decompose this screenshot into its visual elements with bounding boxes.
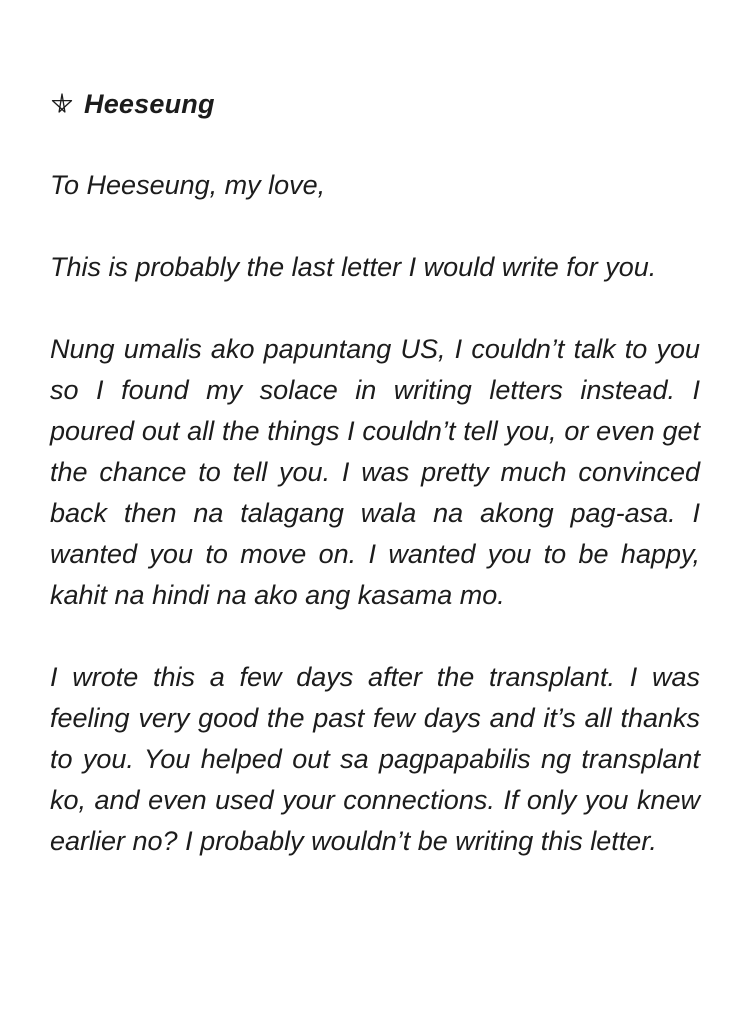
letter-greeting: To Heeseung, my love, [50,170,326,200]
letter-body [50,165,700,903]
letter-paragraph: This is probably the last letter I would write for you. [50,252,657,282]
recipient-name: Heeseung [84,88,215,119]
letter-heading [50,84,215,124]
pentagram-star-icon [50,92,74,116]
letter-paragraph: I wrote this a few days after the transplant. I was feeling very good the past few days and it’s all thanks to you. You helped out sa pagpapabilis ng transplant ko, and even used your connections. If only you knew earlier no? I probably wouldn’t be writing this letter. [50,662,700,856]
letter-paragraph: Nung umalis ako papuntang US, I couldn’t talk to you so I found my solace in writing letters instead. I poured out all the things I couldn’t tell you, or even get the chance to tell you. I was pretty much convinced back then na talagang wala na akong pag-asa. I wanted you to move on. I wanted you to be happy, kahit na hindi na ako ang kasama mo. [50,334,700,610]
